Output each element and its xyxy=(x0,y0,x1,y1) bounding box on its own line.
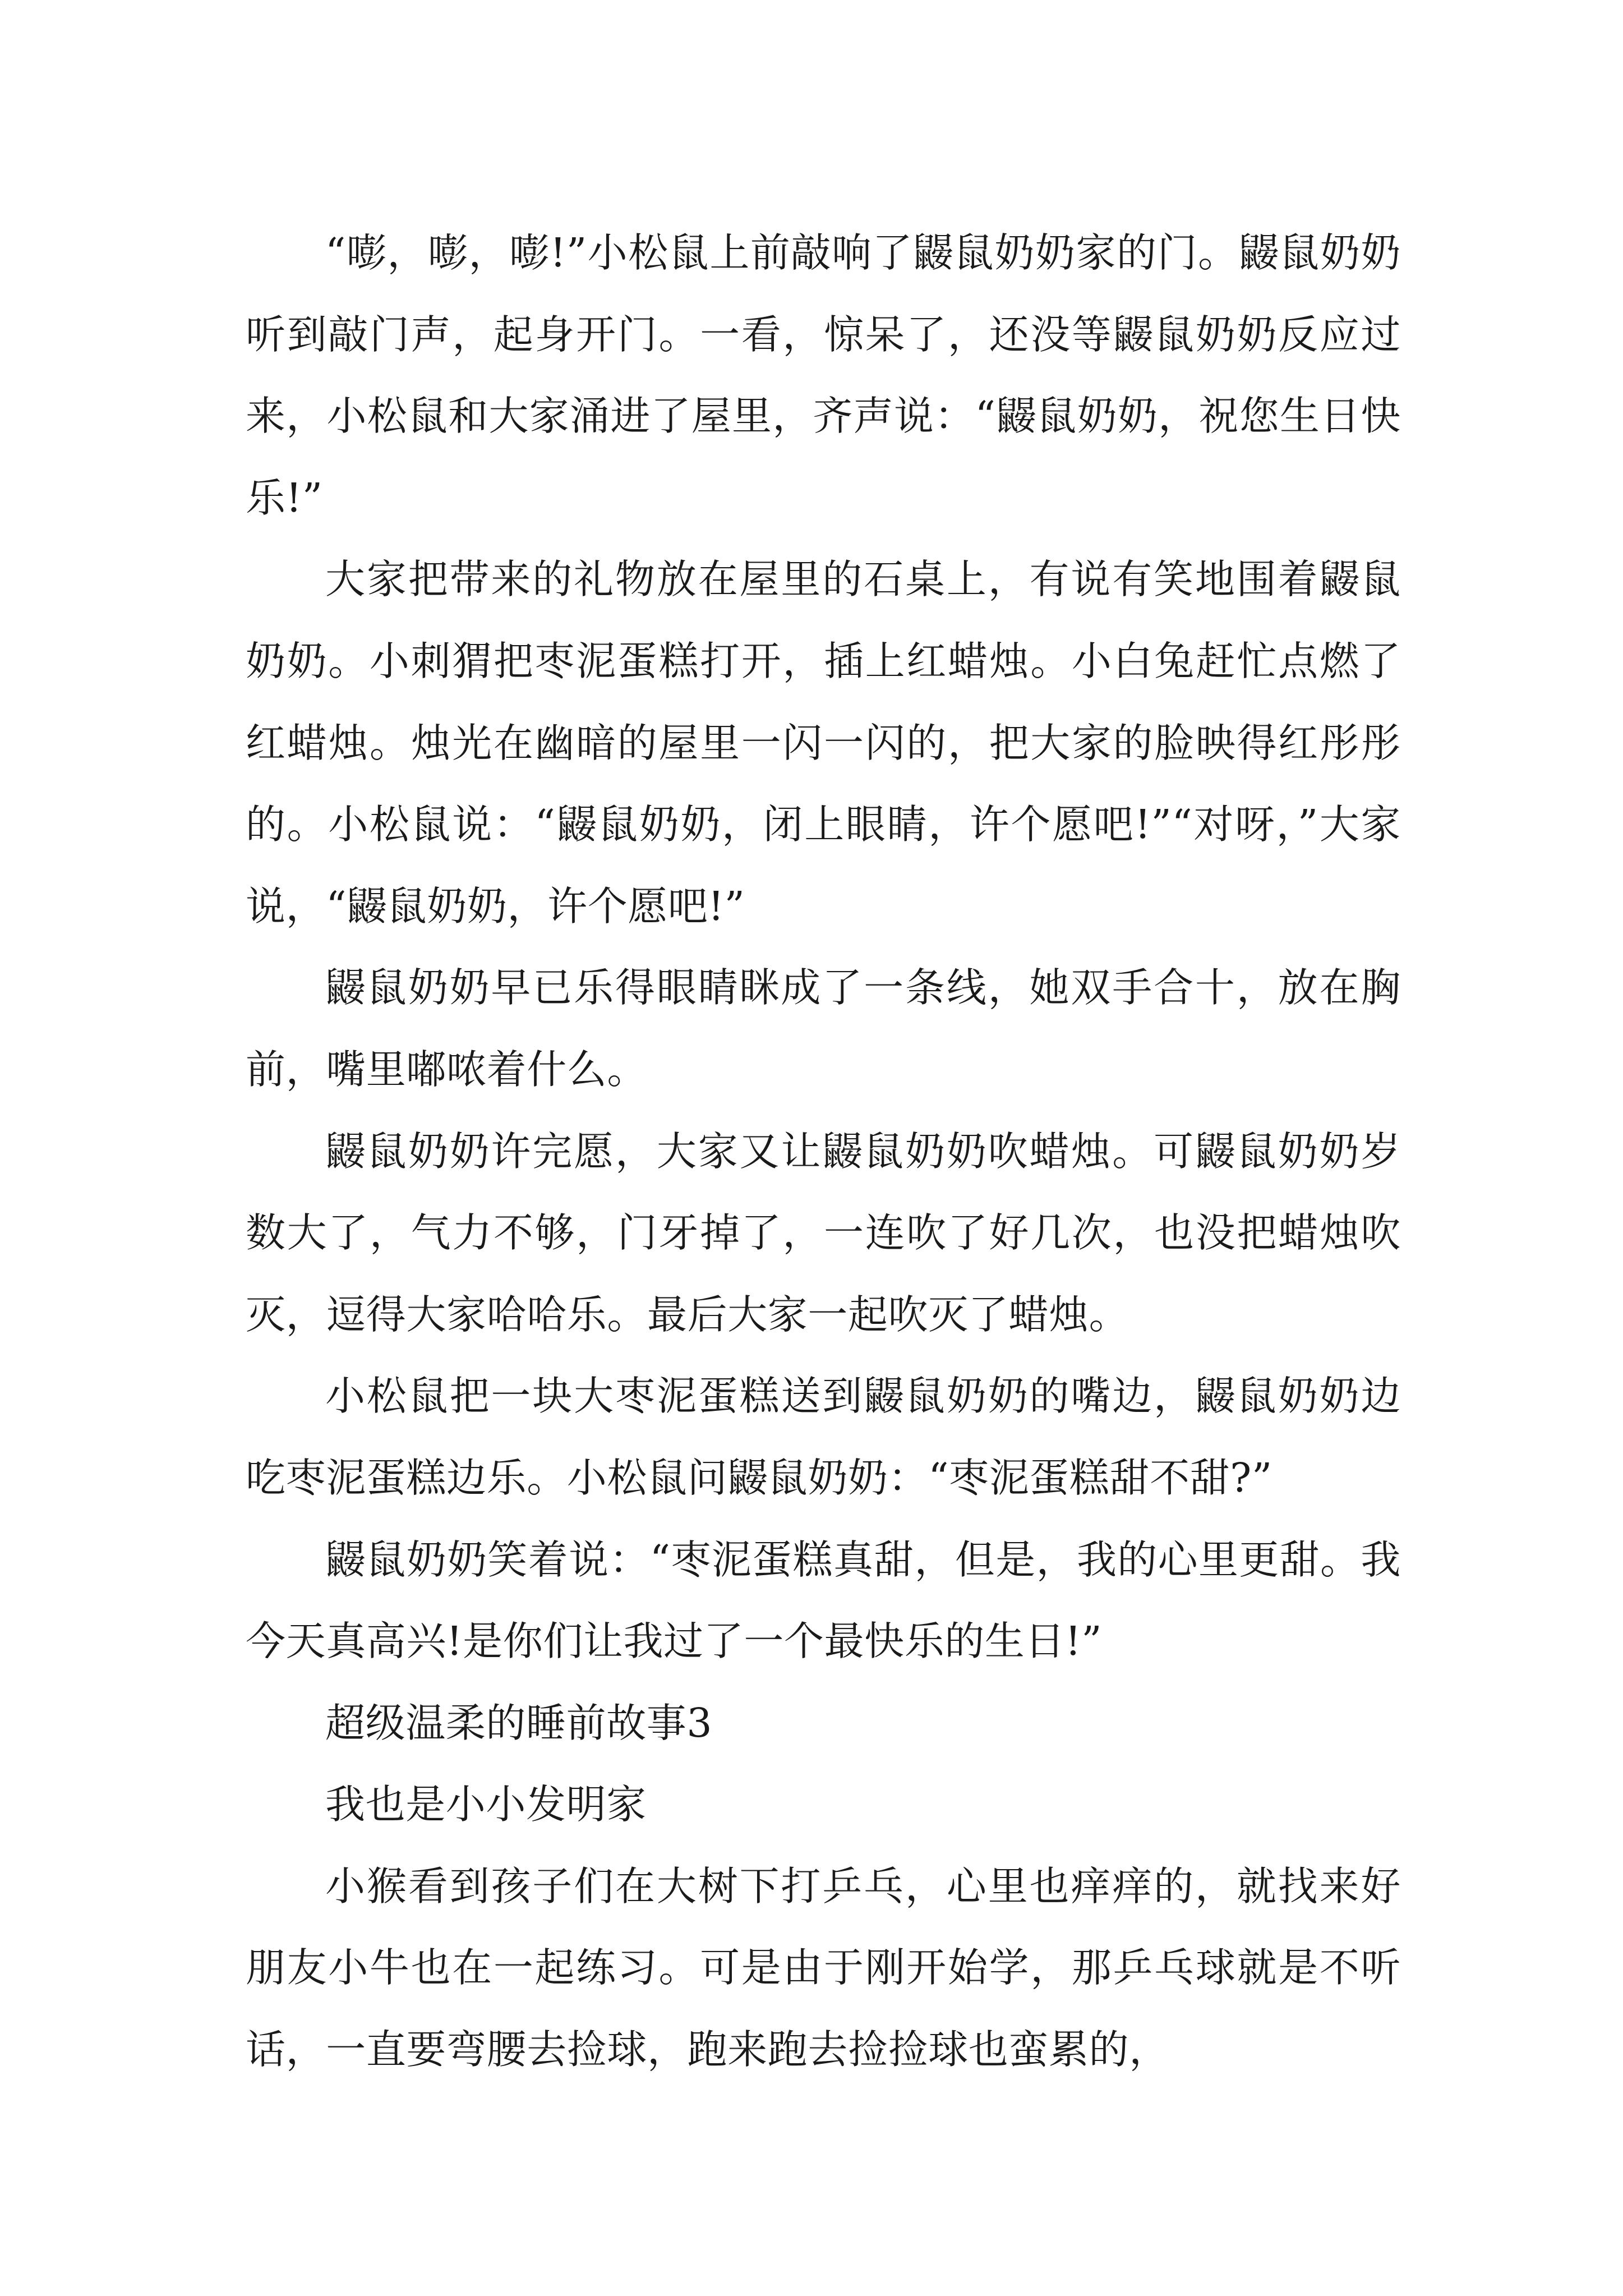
story-subtitle: 我也是小小发明家 xyxy=(325,1781,647,1828)
story-heading: 超级温柔的睡前故事3 xyxy=(325,1699,713,1746)
paragraph-knock-door: “嘭，嘭，嘭!”小松鼠上前敲响了鼹鼠奶奶家的门。鼹鼠奶奶听到敲门声，起身开门。一看，惊呆了，还没等鼹鼠奶奶反应过来，小松鼠和大家涌进了屋里，齐声说：“鼹鼠奶奶，祝您生日快乐!” xyxy=(246,229,1401,521)
paragraph-ping-pong: 小猴看到孩子们在大树下打乒乓，心里也痒痒的，就找来好朋友小牛也在一起练习。可是由于刚开始学，那乒乓球就是不听话，一直要弯腰去捡球，跑来跑去捡捡球也蛮累的， xyxy=(246,1862,1401,2073)
paragraph-blow-candles: 鼹鼠奶奶许完愿，大家又让鼹鼠奶奶吹蜡烛。可鼹鼠奶奶岁数大了，气力不够，门牙掉了，一连吹了好几次，也没把蜡烛吹灭，逗得大家哈哈乐。最后大家一起吹灭了蜡烛。 xyxy=(246,1128,1401,1338)
paragraph-wish: 鼹鼠奶奶早已乐得眼睛眯成了一条线，她双手合十，放在胸前，嘴里嘟哝着什么。 xyxy=(246,964,1401,1093)
paragraph-candles: 大家把带来的礼物放在屋里的石桌上，有说有笑地围着鼹鼠奶奶。小刺猬把枣泥蛋糕打开，插上红蜡烛。小白兔赶忙点燃了红蜡烛。烛光在幽暗的屋里一闪一闪的，把大家的脸映得红彤彤的。小松鼠说：“鼹鼠奶奶，闭上眼睛，许个愿吧!”“对呀，”大家说，“鼹鼠奶奶，许个愿吧!” xyxy=(246,556,1401,930)
paragraph-happy-birthday: 鼹鼠奶奶笑着说：“枣泥蛋糕真甜，但是，我的心里更甜。我今天真高兴!是你们让我过了一个最快乐的生日!” xyxy=(246,1536,1401,1665)
document-body xyxy=(246,212,1401,2091)
paragraph-cake: 小松鼠把一块大枣泥蛋糕送到鼹鼠奶奶的嘴边，鼹鼠奶奶边吃枣泥蛋糕边乐。小松鼠问鼹鼠奶奶：“枣泥蛋糕甜不甜?” xyxy=(246,1373,1401,1501)
